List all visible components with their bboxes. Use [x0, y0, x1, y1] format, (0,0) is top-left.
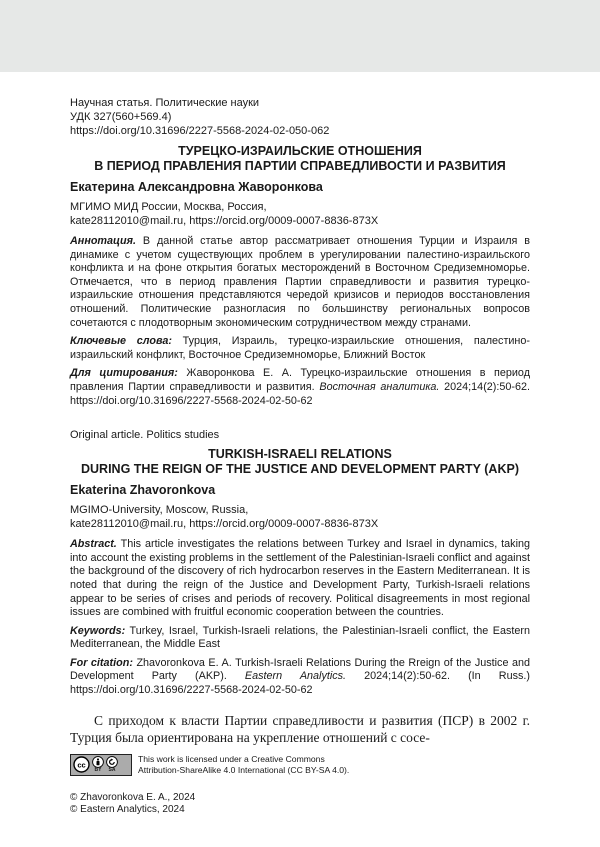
- en-citation-text: Zhavoronkova E. A. Turkish-Israeli Relations During the Rreign of the Justice and Development Party (AKP).: [70, 657, 530, 683]
- by-label: BY: [95, 768, 102, 773]
- copyright-journal: © Eastern Analytics, 2024: [70, 804, 530, 817]
- cc-license-badge[interactable]: [70, 754, 132, 776]
- en-citation-label: For citation:: [70, 657, 133, 669]
- en-author: Ekaterina Zhavoronkova: [70, 483, 530, 498]
- ru-keywords-label: Ключевые слова:: [70, 335, 172, 347]
- en-contact[interactable]: kate28112010@mail.ru, https://orcid.org/0009-0007-8836-873X: [70, 517, 530, 531]
- en-citation-journal: Eastern Analytics.: [245, 670, 346, 682]
- en-citation: [70, 657, 530, 698]
- ru-citation-text: Жаворонкова Е. А. Турецко-израильские отношения в период правления Партии справедливости и развития.: [70, 367, 530, 393]
- cc-icon: [73, 756, 90, 773]
- ru-citation-label: Для цитирования:: [70, 367, 178, 379]
- en-title: [70, 447, 530, 477]
- sa-label: SA: [109, 768, 116, 773]
- ru-affiliation: МГИМО МИД России, Москва, Россия,: [70, 200, 530, 214]
- ru-keywords: [70, 335, 530, 362]
- en-keywords: [70, 625, 530, 652]
- en-affiliation: MGIMO-University, Moscow, Russia,: [70, 503, 530, 517]
- en-abstract-label: Abstract.: [70, 538, 117, 550]
- license-text: [138, 754, 349, 776]
- svg-text:cc: cc: [77, 761, 85, 770]
- license-line2[interactable]: Attribution-ShareAlike 4.0 International (CC BY-SA 4.0).: [138, 765, 349, 776]
- en-keywords-label: Keywords:: [70, 625, 125, 637]
- ru-citation: [70, 367, 530, 408]
- ru-title: [70, 144, 530, 174]
- article-first-page: [70, 96, 530, 817]
- ru-abstract: [70, 235, 530, 330]
- en-abstract: [70, 538, 530, 620]
- en-abstract-text: This article investigates the relations between Turkey and Israel in dynamics, taking into account the existing problems in the settlement of the Palestinian-Israeli conflict and against the background of the discovery of rich hydrocarbon reserves in the Eastern Mediterranean. It is noted that during the reign of the Justice and Development Party, Turkish-Israeli relations appear to be series of crises and periods of recovery. Political disagreements in most regional issues are combined with fruitful economic cooperation between the countries.: [70, 538, 530, 618]
- ru-title-line2: В ПЕРИОД ПРАВЛЕНИЯ ПАРТИИ СПРАВЕДЛИВОСТИ И РАЗВИТИЯ: [70, 159, 530, 174]
- ru-citation-journal: Восточная аналитика.: [319, 381, 439, 393]
- ru-abstract-label: Аннотация.: [70, 235, 136, 247]
- ru-contact[interactable]: kate28112010@mail.ru, https://orcid.org/0009-0007-8836-873X: [70, 214, 530, 228]
- en-keywords-text: Turkey, Israel, Turkish-Israeli relations, the Palestinian-Israeli conflict, the Eastern Mediterranean, the Middle East: [70, 625, 530, 651]
- ru-doi-link[interactable]: https://doi.org/10.31696/2227-5568-2024-02-050-062: [70, 124, 530, 138]
- ru-keywords-text: Турция, Израиль, турецко-израильские отношения, палестино-израильский конфликт, Восточное Средиземноморье, Ближний Восток: [70, 335, 530, 361]
- sa-sharealike: [106, 756, 118, 773]
- en-title-line1: TURKISH-ISRAELI RELATIONS: [70, 447, 530, 462]
- en-citation-tail: 2024;14(2):50-62. (In Russ.) https://doi.org/10.31696/2227-5568-2024-02-50-62: [70, 670, 530, 696]
- header-band: [0, 0, 600, 72]
- ru-udk: УДК 327(560+569.4): [70, 110, 530, 124]
- ru-citation-tail: 2024;14(2):50-62. https://doi.org/10.31696/2227-5568-2024-02-50-62: [70, 381, 530, 407]
- en-title-line2: DURING THE REIGN OF THE JUSTICE AND DEVELOPMENT PARTY (AKP): [70, 462, 530, 477]
- license-line1: This work is licensed under a Creative Commons: [138, 754, 349, 765]
- copyright: [70, 792, 530, 817]
- ru-title-line1: ТУРЕЦКО-ИЗРАИЛЬСКИЕ ОТНОШЕНИЯ: [70, 144, 530, 159]
- by-attribution: [92, 756, 104, 773]
- ru-abstract-text: В данной статье автор рассматривает отношения Турции и Израиля в динамике с учетом существующих проблем в урегулировании палестино-израильского конфликта и на фоне открытия богатых месторождений в Восточном Средиземноморье. Отмечается, что в период правления Партии справедливости и развития турецко-израильские отношения представляются чередой кризисов и периодов восстановления отношений. Политические разногласия по большинству региональных вопросов сочетаются с плодотворным экономическим сотрудничеством между странами.: [70, 235, 530, 329]
- ru-article-type: Научная статья. Политические науки: [70, 96, 530, 110]
- body-opening-paragraph: С приходом к власти Партии справедливости и развития (ПСР) в 2002 г. Турция была ориентирована на укрепление отношений с сосе-: [70, 712, 530, 746]
- copyright-author: © Zhavoronkova E. A., 2024: [70, 792, 530, 805]
- license-block: [70, 754, 530, 776]
- en-article-type: Original article. Politics studies: [70, 428, 530, 442]
- ru-author: Екатерина Александровна Жаворонкова: [70, 180, 530, 195]
